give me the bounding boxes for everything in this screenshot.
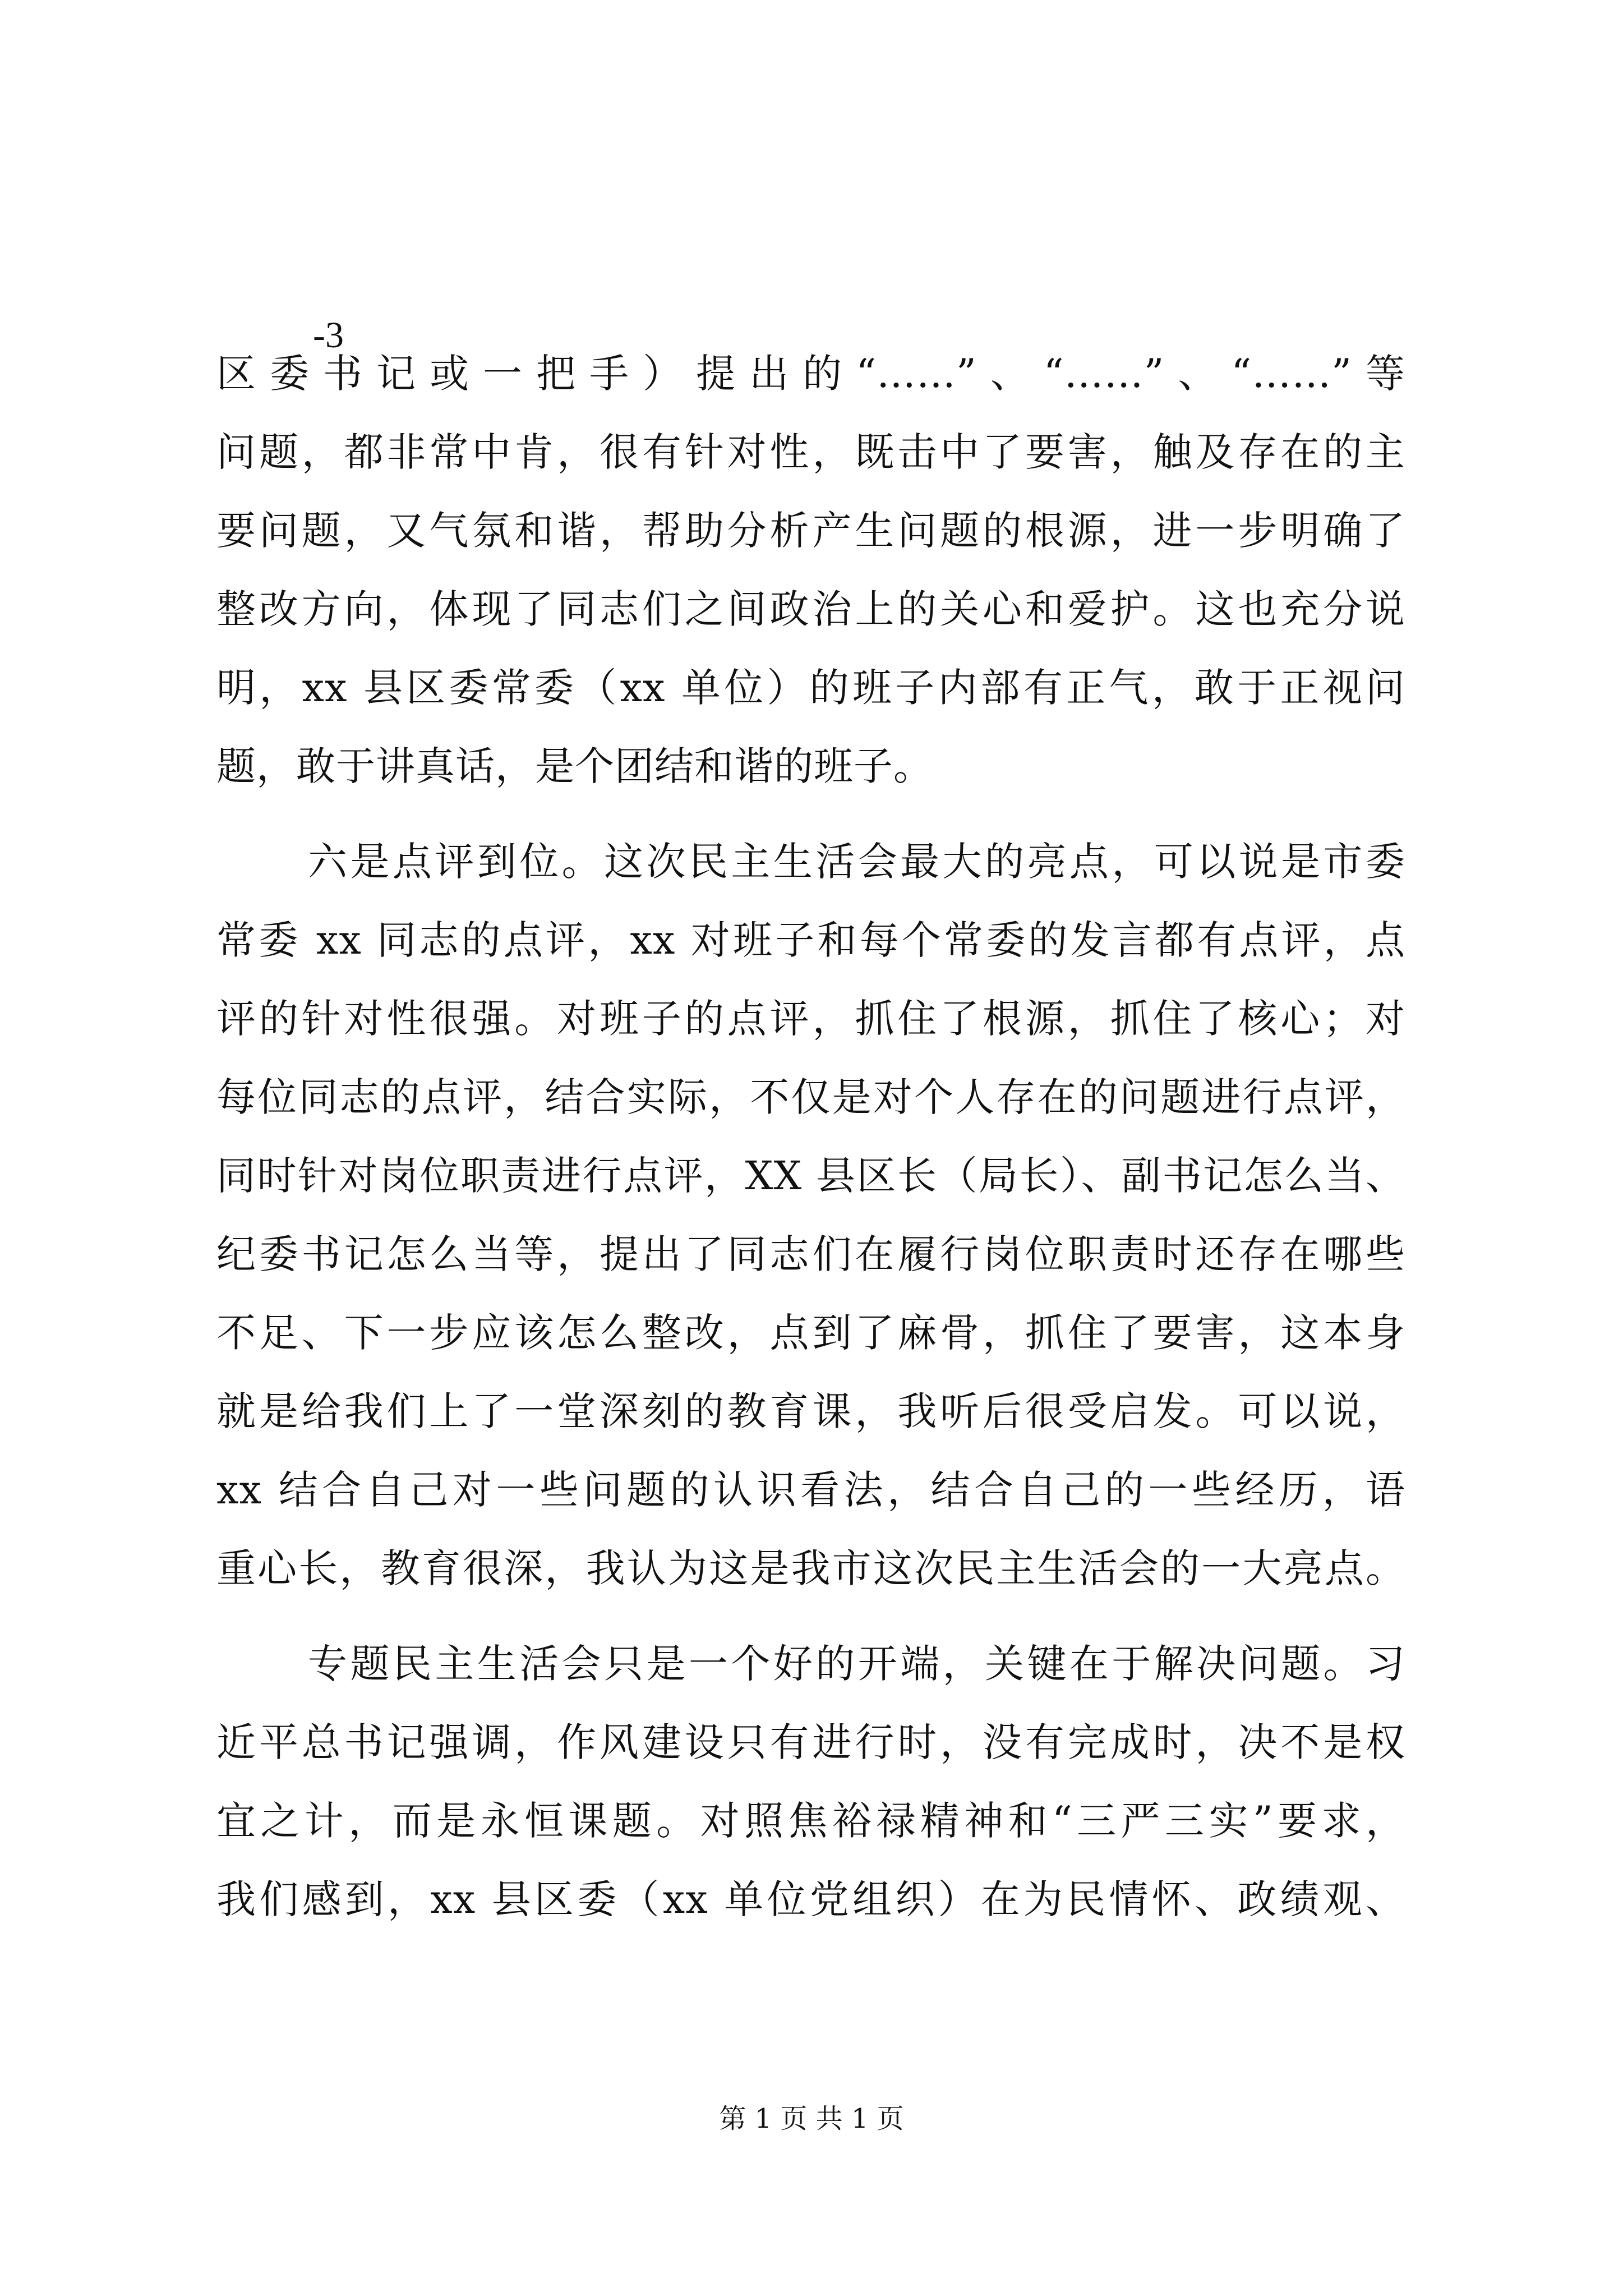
text-line: 整改方向，体现了同志们之间政治上的关心和爱护。这也充分说 <box>216 586 1405 632</box>
paragraph-first-line: 专题民主生活会只是一个好的开端，关键在于解决问题。习 <box>308 1641 1405 1687</box>
text-line: 近平总书记强调，作风建设只有进行时，没有完成时，决不是权 <box>216 1719 1405 1765</box>
text-line: xx 结合自己对一些问题的认识看法，结合自己的一些经历，语 <box>216 1467 1405 1513</box>
text-line: 不足、下一步应该怎么整改，点到了麻骨，抓住了要害，这本身 <box>216 1310 1405 1356</box>
text-line: 题，敢于讲真话，是个团结和谐的班子。 <box>216 743 933 789</box>
page-footer: 第 1 页 共 1 页 <box>719 2103 904 2134</box>
text-line: 区委书记或一把手）提出的“……”、“……”、“……”等 <box>216 351 1405 397</box>
text-line: 重心长，教育很深，我认为这是我市这次民主生活会的一大亮点。 <box>216 1545 1405 1591</box>
text-line: 同时针对岗位职责进行点评，XX 县区长（局长）、副书记怎么当、 <box>216 1153 1405 1199</box>
text-line: 常委 xx 同志的点评，xx 对班子和每个常委的发言都有点评，点 <box>216 917 1405 963</box>
text-line: 宜之计，而是永恒课题。对照焦裕禄精神和“三严三实”要求， <box>216 1798 1405 1844</box>
text-line: 我们感到，xx 县区委（xx 单位党组织）在为民情怀、政绩观、 <box>216 1876 1405 1922</box>
section-marker: -3 <box>313 315 344 356</box>
text-line: 纪委书记怎么当等，提出了同志们在履行岗位职责时还存在哪些 <box>216 1231 1405 1277</box>
text-line: 问题，都非常中肯，很有针对性，既击中了要害，触及存在的主 <box>216 429 1405 475</box>
text-line: 每位同志的点评，结合实际，不仅是对个人存在的问题进行点评， <box>216 1074 1405 1120</box>
text-line: 就是给我们上了一堂深刻的教育课，我听后很受启发。可以说， <box>216 1388 1405 1434</box>
text-line: 明，xx 县区委常委（xx 单位）的班子内部有正气，敢于正视问 <box>216 665 1405 711</box>
text-line: 评的针对性很强。对班子的点评，抓住了根源，抓住了核心；对 <box>216 996 1405 1042</box>
text-line: 要问题，又气氛和谐，帮助分析产生问题的根源，进一步明确了 <box>216 508 1405 554</box>
paragraph-first-line: 六是点评到位。这次民主生活会最大的亮点，可以说是市委 <box>308 839 1405 885</box>
